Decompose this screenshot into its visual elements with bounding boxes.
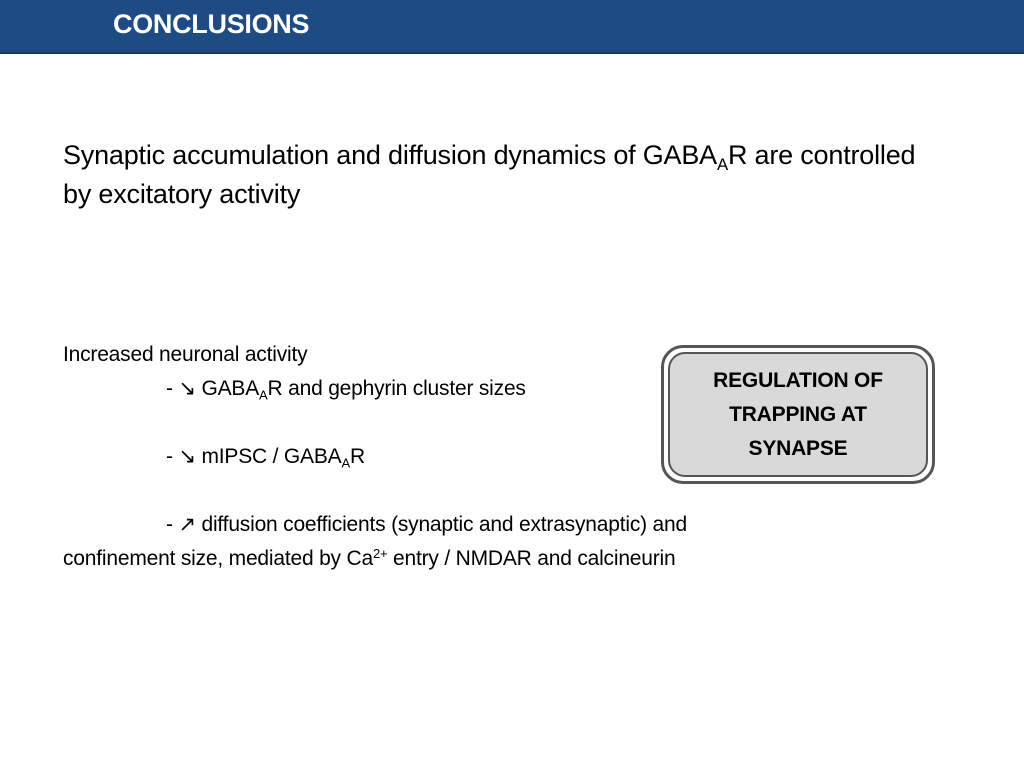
- findings-heading: Increased neuronal activity: [63, 343, 308, 366]
- arrow-down-right-icon: ↘: [178, 445, 196, 468]
- finding-text-end: R and gephyrin cluster sizes: [267, 377, 526, 400]
- statement-subscript: A: [716, 154, 728, 174]
- finding-subscript: A: [259, 387, 268, 403]
- main-statement: [63, 136, 943, 214]
- finding-dash: -: [166, 377, 173, 400]
- finding-subscript: A: [341, 455, 350, 471]
- header-bar: [0, 0, 1024, 54]
- finding-text: GABA: [201, 377, 260, 400]
- finding-dash: -: [166, 513, 173, 536]
- finding-text-end: entry / NMDAR and calcineurin: [387, 547, 676, 570]
- arrow-up-right-icon: ↗: [178, 513, 196, 536]
- arrow-down-right-icon: ↘: [178, 377, 196, 400]
- finding-item-diffusion: [63, 509, 863, 543]
- regulation-callout-box: [661, 345, 935, 484]
- finding-dash: -: [166, 445, 173, 468]
- finding-text: confinement size, mediated by Ca: [63, 547, 373, 570]
- finding-superscript: 2+: [372, 545, 388, 561]
- finding-text-end: R: [349, 445, 365, 468]
- slide-title: CONCLUSIONS: [113, 9, 310, 39]
- regulation-callout-text: REGULATION OF TRAPPING AT SYNAPSE: [713, 368, 883, 460]
- statement-text-start: Synaptic accumulation and diffusion dynamics of GABA: [63, 140, 717, 170]
- finding-text: diffusion coefficients (synaptic and extrasynaptic) and: [201, 513, 687, 536]
- regulation-callout-inner: [668, 352, 928, 477]
- finding-text: mIPSC / GABA: [201, 445, 342, 468]
- finding-item-diffusion-continued: [63, 543, 863, 577]
- statement-text-end: R are controlled by excitatory activity: [63, 140, 916, 209]
